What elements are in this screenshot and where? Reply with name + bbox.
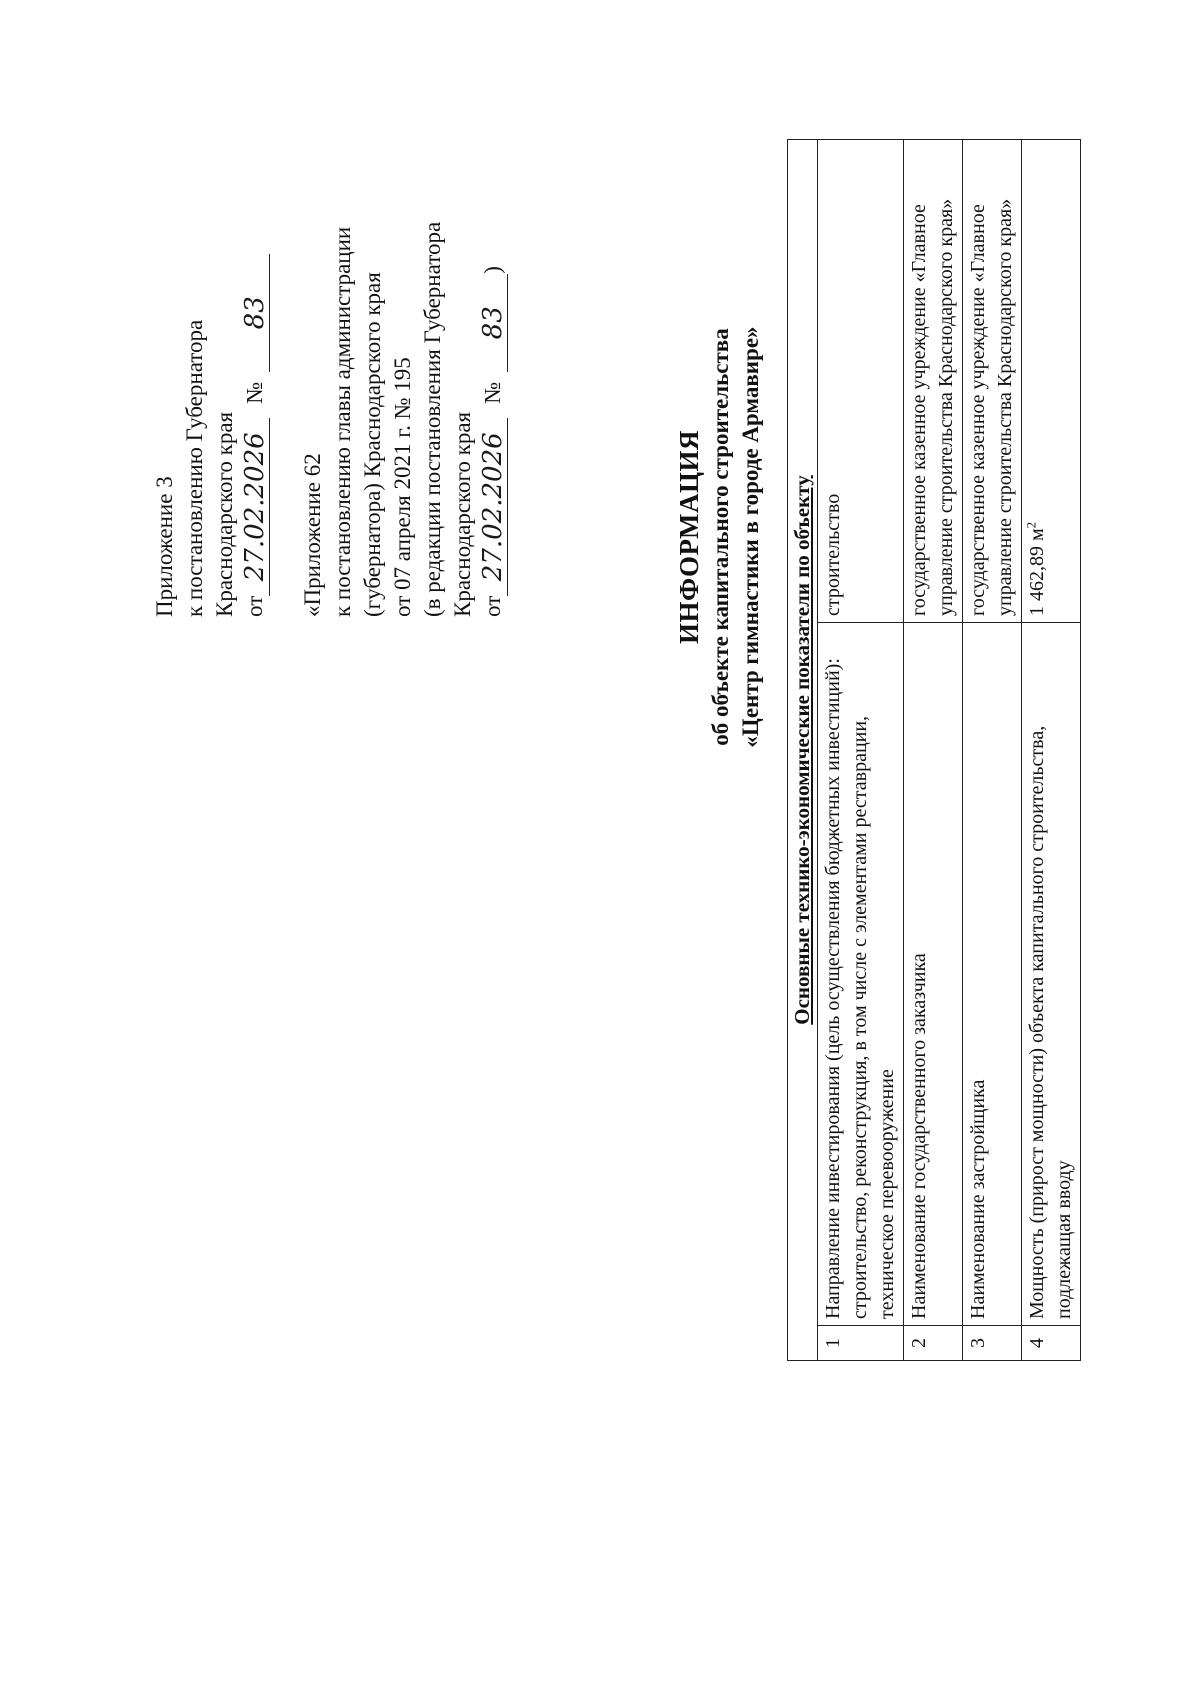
handwritten-number: 83 bbox=[479, 274, 508, 372]
closing-bracket: ) bbox=[480, 266, 505, 274]
handwritten-number: 83 bbox=[241, 254, 270, 372]
object-name: «Центр гимнастики в городе Армавире» bbox=[738, 326, 763, 748]
from-label: от bbox=[242, 595, 267, 617]
appendix-62-line2: к постановлению главы администрации bbox=[330, 226, 355, 617]
row-indicator-value: строительство bbox=[818, 140, 904, 623]
appendix-62-block bbox=[298, 17, 508, 617]
table-row bbox=[818, 140, 904, 1361]
document-subtitle: об объекте капитального строительства bbox=[708, 328, 733, 746]
appendix-62-line6: Краснодарского края bbox=[450, 411, 475, 617]
table-caption-row bbox=[788, 140, 818, 1361]
row-indicator-name: Наименование застройщика bbox=[963, 623, 1022, 1326]
row-indicator-name: Направление инвестирования (цель осуществления бюджетных инвестиций): строительство, реконструкция, в том числе с элементами реставрации, техническое перевооружение bbox=[818, 623, 904, 1326]
from-label: от bbox=[480, 595, 505, 617]
row-number: 3 bbox=[963, 1326, 1022, 1361]
handwritten-date: 27.02.2026 bbox=[241, 418, 270, 596]
appendix-3-line3: Краснодарского края bbox=[212, 411, 237, 617]
row-indicator-value-cell bbox=[1022, 140, 1081, 623]
appendix-62-date-row bbox=[478, 17, 508, 617]
row-indicator-name: Мощность (прирост мощности) объекта капитального строительства, подлежащая вводу bbox=[1022, 623, 1081, 1326]
table-row bbox=[1022, 140, 1081, 1361]
table-caption: Основные технико-экономические показатели по объекту bbox=[788, 140, 818, 1361]
row-indicator-value: государственное казенное учреждение «Главное управление строительства Краснодарского края» bbox=[963, 140, 1022, 623]
row-number: 1 bbox=[818, 1326, 904, 1361]
appendix-62-line4: от 07 апреля 2021 г. № 195 bbox=[390, 357, 415, 617]
document-heading bbox=[672, 37, 766, 1037]
row-indicator-value: 1 462,89 м bbox=[1026, 528, 1048, 616]
appendix-62-line3: (губернатора) Краснодарского края bbox=[360, 272, 385, 617]
number-label: № bbox=[480, 381, 505, 404]
appendix-3-date-row bbox=[240, 17, 270, 617]
number-label: № bbox=[242, 381, 267, 404]
table-row bbox=[963, 140, 1022, 1361]
row-indicator-name: Наименование государственного заказчика bbox=[904, 623, 963, 1326]
row-indicator-value: государственное казенное учреждение «Главное управление строительства Краснодарского края» bbox=[904, 140, 963, 623]
table-row bbox=[904, 140, 963, 1361]
row-number: 2 bbox=[904, 1326, 963, 1361]
indicators-table bbox=[787, 139, 1081, 1361]
appendix-3-line2: к постановлению Губернатора bbox=[182, 319, 207, 617]
appendix-3-block bbox=[150, 17, 270, 617]
document-title: ИНФОРМАЦИЯ bbox=[674, 430, 704, 644]
handwritten-date: 27.02.2026 bbox=[479, 418, 508, 596]
unit-exponent: 2 bbox=[1023, 521, 1039, 529]
row-number: 4 bbox=[1022, 1326, 1081, 1361]
appendix-62-line5: (в редакции постановления Губернатора bbox=[420, 221, 445, 617]
appendix-3-title: Приложение 3 bbox=[152, 476, 177, 617]
appendix-62-title: «Приложение 62 bbox=[300, 453, 325, 617]
